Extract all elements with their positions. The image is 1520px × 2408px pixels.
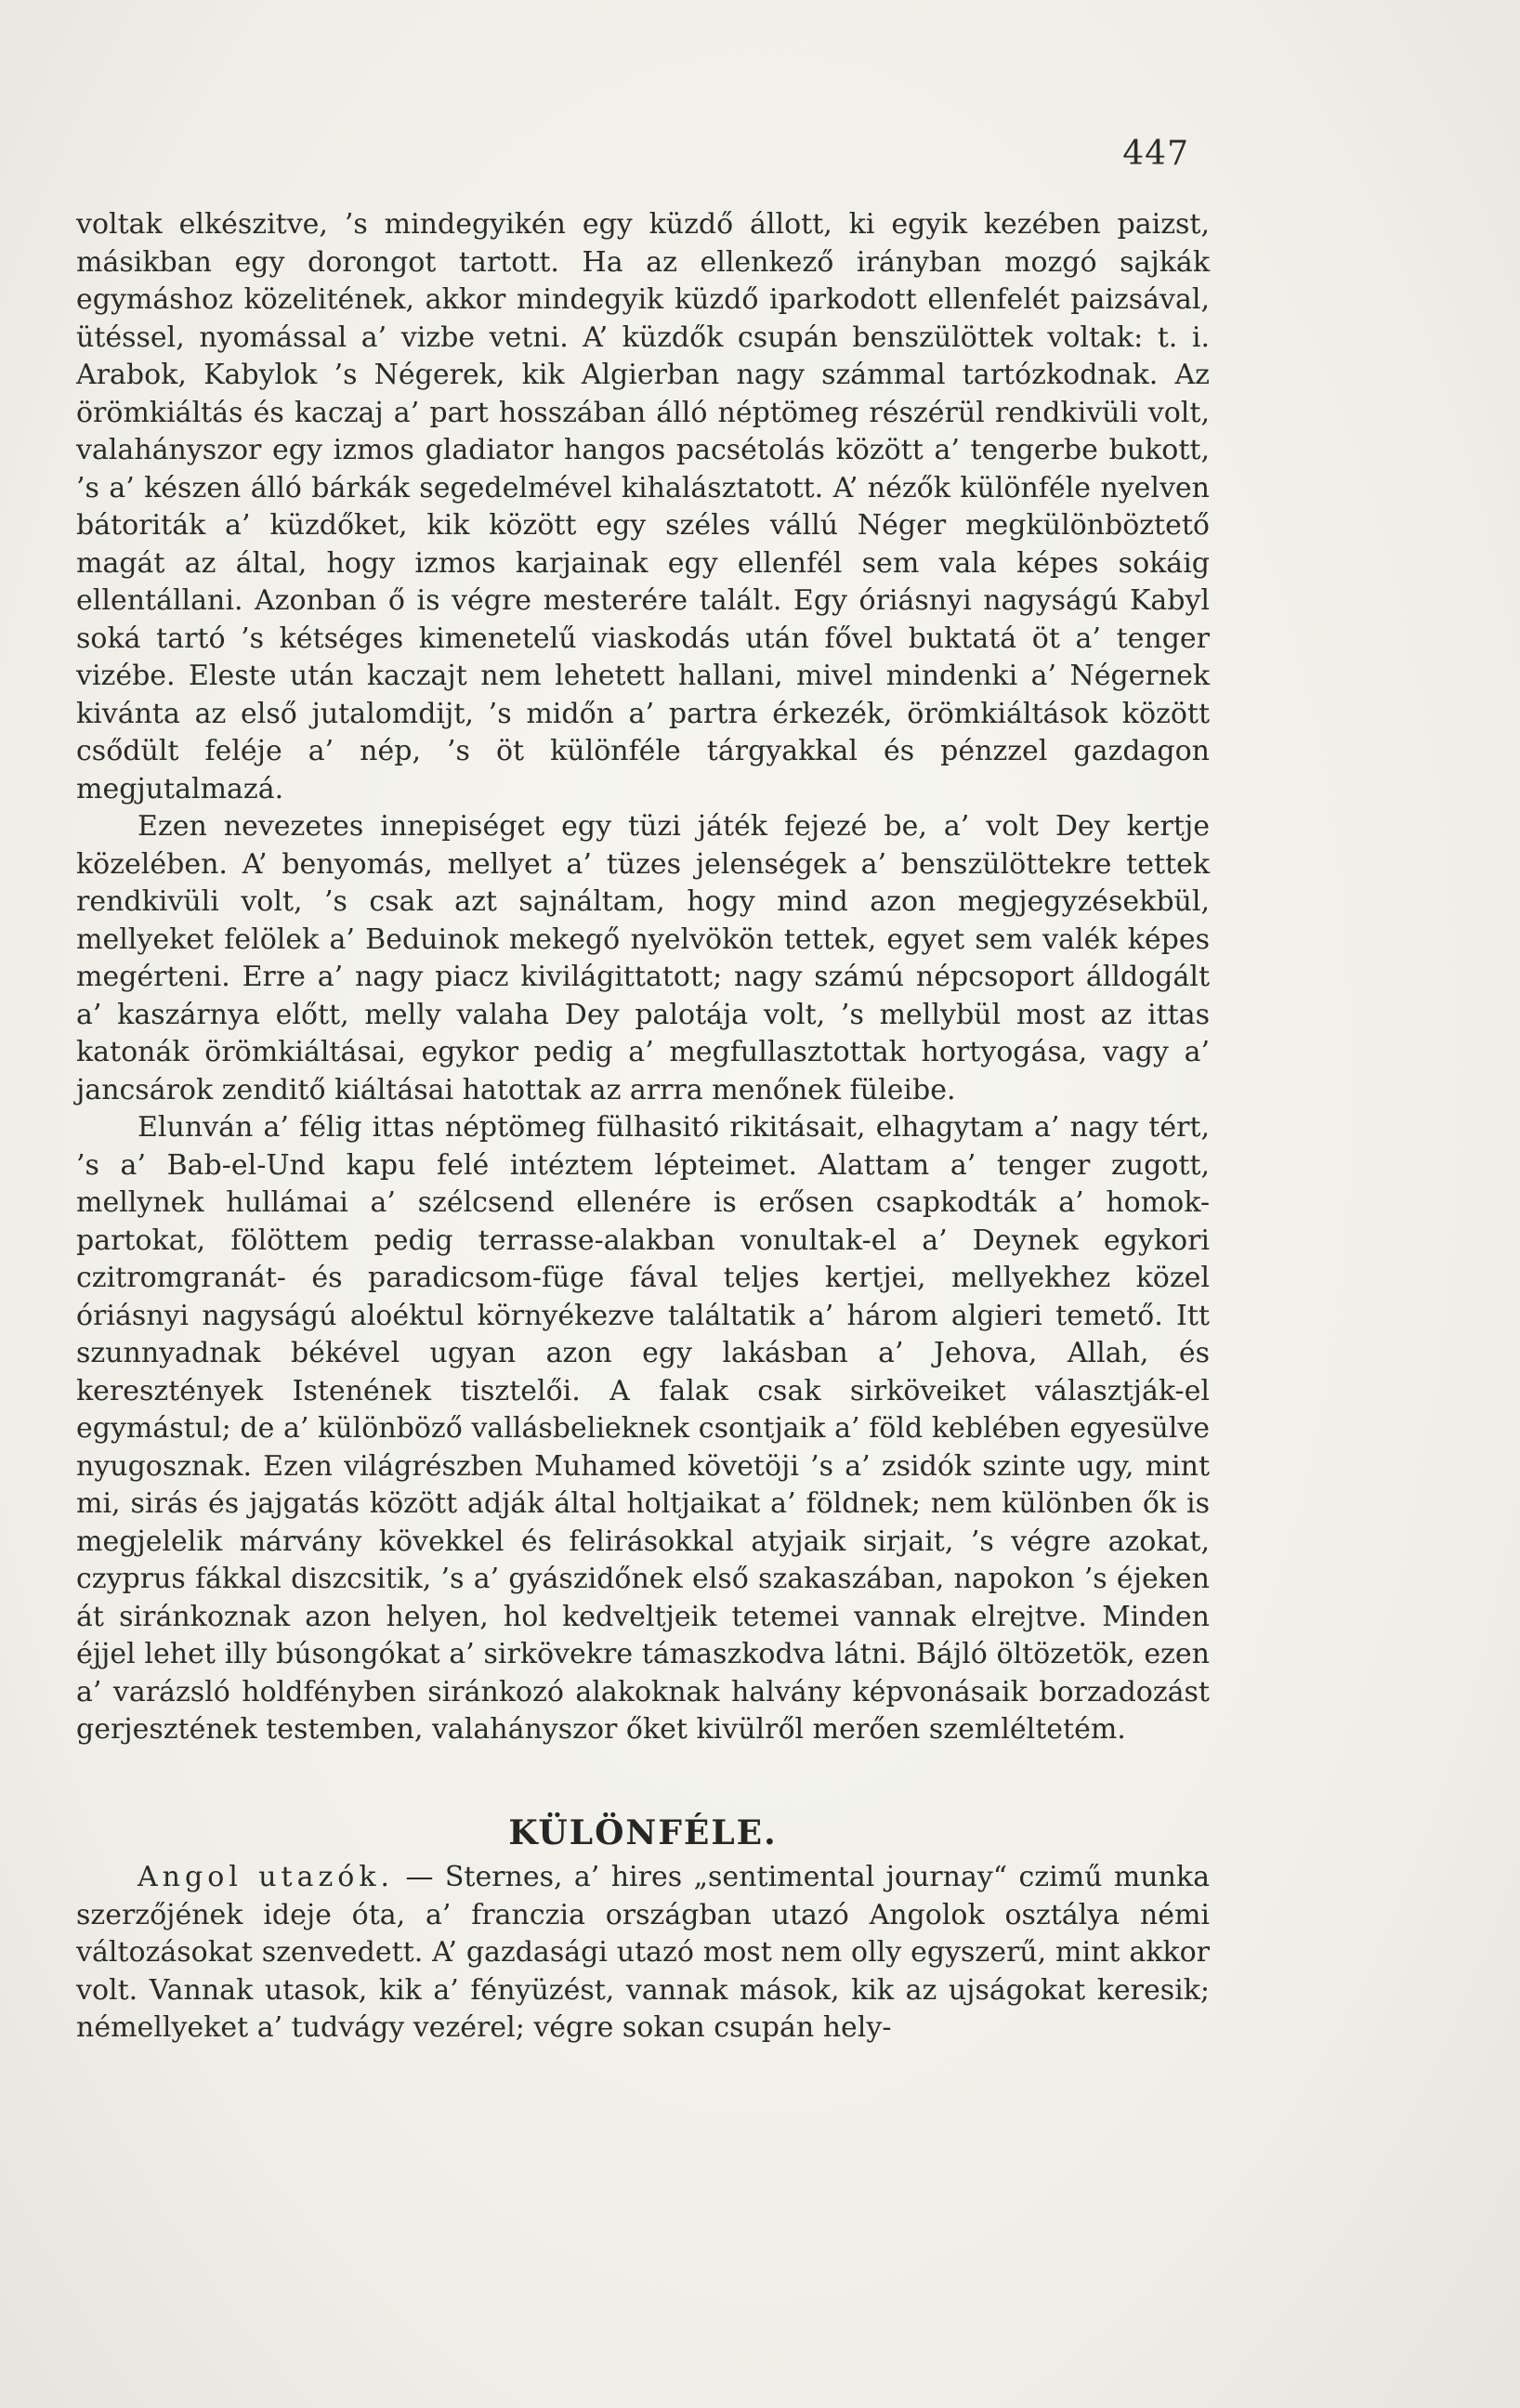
page-number: 447: [1122, 135, 1189, 173]
paragraph-4-lead: Angol utazók.: [138, 1861, 395, 1893]
paragraph-3: Elunván a’ félig ittas néptömeg fülhasitó rikitásait, elhagytam a’ nagy tért, ’s a’ Bab-el-Und kapu felé intéztem lépteimet. Alattam a’ tenger zugott, mellynek hullámai a’ szélcsend ellenére is erősen csapkodták a’ homok-partokat, fölöttem pedig terrasse-alakban vonultak-el a’ Deynek egykori czitromgranát- és paradicsom-füge fával teljes kertjei, mellyekhez közel óriásnyi nagyságú aloéktul környékezve találtatik a’ három algieri temető. Itt szunnyadnak békével ugyan azon egy lakásban a’ Jehova, Allah, és keresztények Istenének tisztelői. A falak csak sirköveiket választják-el egymástul; de a’ különböző vallásbelieknek csontjaik a’ föld keblében egyesülve nyugosznak. Ezen világrészben Muhamed követöji ’s a’ zsidók szinte ugy, mint mi, sirás és jajgatás között adják által holtjaikat a’ földnek; nem különben ők is megjelelik márvány kövekkel és felirásokkal atyjaik sirjait, ’s végre azokat, czyprus fákkal diszcsitik, ’s a’ gyászidőnek első szakaszában, napokon ’s éjeken át siránkoznak azon helyen, hol kedveltjeik tetemei vannak elrejtve. Minden éjjel lehet illy búsongókat a’ sirkövekre támaszkodva látni. Bájló öltözetök, ezen a’ varázsló holdfényben siránkozó alakoknak halvány képvonásaik borzadozást gerjesztének testemben, valahányszor őket kivülről merően szemléltetém.: [76, 1111, 1210, 1746]
paragraph-2: Ezen nevezetes innepiséget egy tüzi játék fejezé be, a’ volt Dey kertje közelében. A’ benyomás, mellyet a’ tüzes jelenségek a’ benszülöttekre tettek rendkivüli volt, ’s csak azt sajnáltam, hogy mind azon megjegyzésekbül, mellyeket felölek a’ Beduinok mekegő nyelvökön tettek, egyet sem valék képes megérteni. Erre a’ nagy piacz kivilágittatott; nagy számú népcsoport álldogált a’ kaszárnya előtt, melly valaha Dey palotája volt, ’s mellybül most az ittas katonák örömkiáltásai, egykor pedig a’ megfullasztottak hortyogása, vagy a’ jancsárok zenditő kiáltásai hatottak az arrra menőnek füleibe.: [76, 810, 1210, 1106]
body-text: [76, 206, 1210, 2048]
paragraph-1: voltak elkészitve, ’s mindegyikén egy küzdő állott, ki egyik kezében paizst, másikban egy dorongot tartott. Ha az ellenkező irányban mozgó sajkák egymáshoz közelitének, akkor mindegyik küzdő iparkodott ellenfelét paizsával, ütéssel, nyomással a’ vizbe vetni. A’ küzdők csupán benszülöttek voltak: t. i. Arabok, Kabylok ’s Négerek, kik Algierban nagy számmal tartózkodnak. Az örömkiáltás és kaczaj a’ part hosszában álló néptömeg részérül rendkivüli volt, valahányszor egy izmos gladiator hangos pacsétolás között a’ tengerbe bukott, ’s a’ készen álló bárkák segedelmével kihalásztatott. A’ nézők különféle nyelven bátoriták a’ küzdőket, kik között egy széles vállú Néger megkülönböztető magát az által, hogy izmos karjainak egy ellenfél sem vala képes sokáig ellentállani. Azonban ő is végre mesterére talált. Egy óriásnyi nagyságú Kabyl soká tartó ’s kétséges kimenetelű viaskodás után fővel buktatá öt a’ tenger vizébe. Eleste után kaczajt nem lehetett hallani, mivel mindenki a’ Négernek kivánta az első jutalomdijt, ’s midőn a’ partra érkezék, örömkiáltások között csődült feléje a’ nép, ’s öt különféle tárgyakkal és pénzzel gazdagon megjutalmazá.: [76, 208, 1210, 805]
paragraph-4-text: — Sternes, a’ hires „sentimental journay“ czimű munka szerzőjének ideje óta, a’ franczia országban utazó Angolok osztálya némi változásokat szenvedett. A’ gazdasági utazó most nem olly egyszerű, mint akkor volt. Vannak utasok, kik a’ fényüzést, vannak mások, kik az ujságokat keresik; némellyeket a’ tudvágy vezérel; végre sokan csupán hely-: [76, 1861, 1210, 2044]
section-title: KÜLÖNFÉLE.: [508, 1813, 778, 1852]
paragraph-4: [76, 1859, 1210, 2048]
